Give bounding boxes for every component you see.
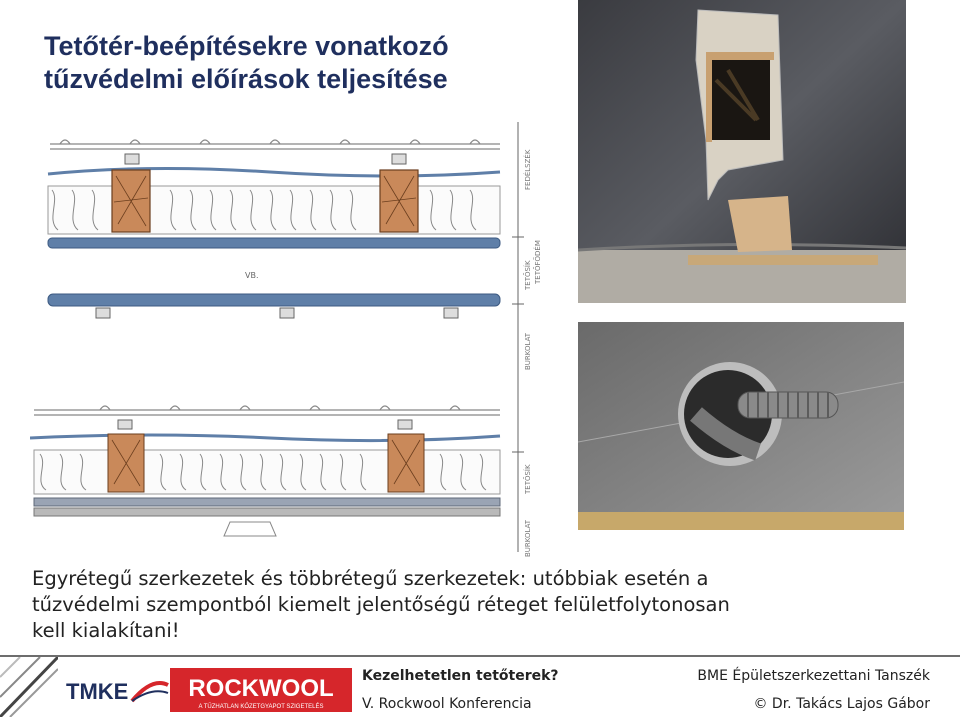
photo-pipe-penetration (578, 322, 904, 530)
body-line-3: kell kialakítani! (32, 619, 180, 642)
upper-assembly (48, 140, 500, 318)
label-tetosik-2: TETŐSÍK (524, 464, 532, 494)
label-fedelszek: FEDÉLSZÉK (524, 149, 532, 190)
footer-author: © Dr. Takács Lajos Gábor (753, 696, 930, 712)
label-vb: VB. (245, 271, 259, 280)
slide-title (44, 30, 564, 96)
dimension-annotations (512, 122, 524, 552)
title-line-1: Tetőtér-beépítésekre vonatkozó (44, 31, 449, 61)
body-line-2: tűzvédelmi szempontból kiemelt jelentőségű réteget felületfolytonosan (32, 593, 730, 616)
label-tetofodem: TETŐFŐDÉM (534, 240, 542, 284)
rockwool-logo (170, 668, 352, 712)
lower-assembly (30, 406, 500, 536)
body-line-1: Egyrétegű szerkezetek és többrétegű szerkezetek: utóbbiak esetén a (32, 567, 709, 590)
label-burkolat: BURKOLAT (524, 332, 532, 370)
roof-construction-sketch (30, 112, 550, 562)
label-tetosik: TETŐSÍK (524, 260, 532, 290)
tmke-logo-text: TMKE (66, 679, 129, 704)
footer-department: BME Épületszerkezettani Tanszék (697, 668, 930, 684)
footer-divider (0, 655, 960, 657)
rockwool-tagline: A TŰZHATLAN KŐZETGYAPOT SZIGETELÉS (198, 704, 324, 710)
rockwool-logo-text: ROCKWOOL (188, 675, 334, 702)
footer-event-title: Kezelhetetlen tetőterek? (362, 668, 559, 684)
label-burkolat-2: BURKOLAT (524, 519, 532, 557)
slide-body-text (32, 566, 922, 644)
title-line-2: tűzvédelmi előírások teljesítése (44, 64, 448, 94)
tmke-logo (62, 671, 170, 711)
photo-damaged-plasterboard (578, 0, 906, 303)
corner-stripes-decoration (0, 657, 58, 717)
footer-conference: V. Rockwool Konferencia (362, 696, 532, 712)
